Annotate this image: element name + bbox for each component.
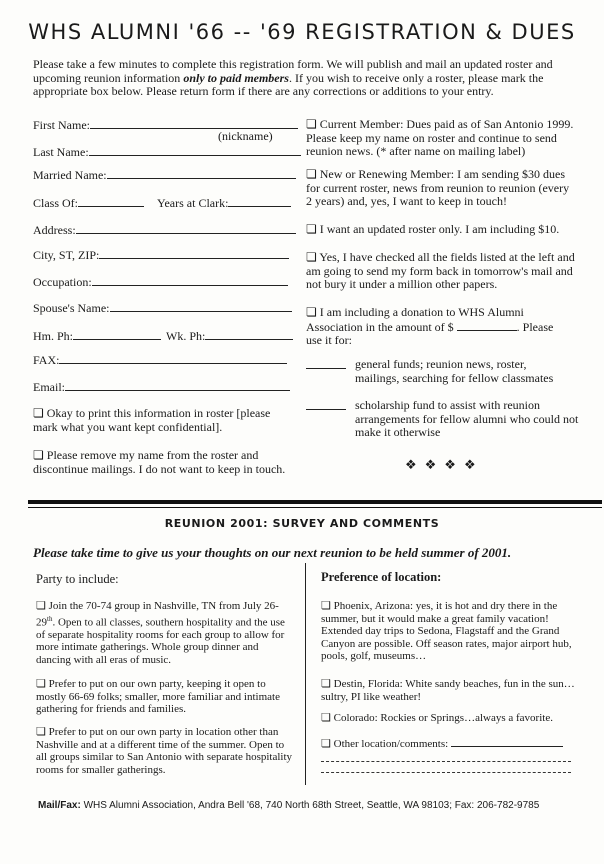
loc-3-text: Colorado: Rockies or Springs…always a favorite.	[333, 712, 553, 724]
loc-4-text: Other location/comments:	[333, 738, 449, 750]
checkbox-icon[interactable]: ❏	[306, 117, 317, 131]
donation-option[interactable]	[306, 306, 568, 348]
intro-text-b: . If you wish to receive only a roster, please mark the appropriate box below. Please return form if there are any corrections or additions to your entry.	[33, 70, 544, 98]
checkbox-icon[interactable]: ❏	[33, 406, 44, 420]
survey-title: REUNION 2001: SURVEY AND COMMENTS	[164, 517, 440, 530]
remove-name-option[interactable]	[33, 449, 295, 476]
last-name-field[interactable]	[33, 145, 301, 160]
divider-thin	[28, 507, 602, 508]
city-st-zip-line[interactable]	[99, 248, 289, 259]
address-field[interactable]	[33, 223, 296, 238]
checkbox-icon[interactable]: ❏	[36, 600, 46, 612]
donation-text-a: I am including a donation to WHS Alumni Association in the amount of $	[306, 305, 524, 334]
donation-text-b: . Please use it for:	[306, 319, 554, 347]
ornament-diamonds: ❖❖❖❖	[405, 457, 484, 472]
footer-text: WHS Alumni Association, Andra Bell '68, 740 North 68th Street, Seattle, WA 98103; Fax: 206-782-9785	[80, 800, 540, 811]
years-at-clark-label: Years at Clark:	[157, 196, 229, 210]
current-member-label: Current Member: Dues paid as of San Antonio 1999. Please keep my name on roster and continue to send reunion news. (* after name on mailing label)	[306, 117, 574, 158]
loc-1-text: Phoenix, Arizona: yes, it is hot and dry there in the summer, but it would make a great family vacation! Extended day trips to Sedona, Flagstaff and the Grand Canyon are possible. Off season rates, major airport hub, pools, golf, museums…	[321, 600, 572, 662]
location-option-destin[interactable]	[321, 678, 576, 703]
fax-field[interactable]	[33, 353, 287, 368]
party-option-other-location[interactable]	[36, 726, 296, 776]
current-member-option[interactable]	[306, 118, 576, 159]
home-phone-line[interactable]	[73, 329, 161, 340]
remove-name-label: Please remove my name from the roster and discontinue mailings. I do not want to keep in touch.	[33, 448, 286, 476]
intro-paragraph	[33, 58, 573, 99]
party-1-sup: th	[47, 614, 53, 623]
mail-fax-footer	[38, 800, 539, 811]
married-name-line[interactable]	[107, 168, 296, 179]
home-phone-field[interactable]	[33, 329, 161, 344]
survey-lead: Please take time to give us your thoughts on our next reunion to be held summer of 2001.	[33, 545, 512, 560]
checkbox-icon[interactable]: ❏	[306, 167, 317, 181]
intro-emphasis: only to paid members	[183, 70, 289, 85]
first-name-line[interactable]	[90, 118, 298, 129]
location-option-other[interactable]	[321, 738, 563, 752]
last-name-line[interactable]	[89, 145, 301, 156]
other-location-line[interactable]	[451, 738, 563, 747]
checkbox-icon[interactable]: ❏	[306, 305, 317, 319]
column-divider	[305, 563, 306, 785]
party-3-text: Prefer to put on our own party in location other than Nashville and at a different time of the summer. Open to all groups similar to San Antonio with separate hospitality rooms for smaller gatherings.	[36, 726, 293, 776]
party-option-nashville[interactable]	[36, 600, 296, 666]
comments-line-2[interactable]	[321, 772, 571, 773]
scholarship-blank[interactable]	[306, 409, 346, 410]
class-of-label: Class Of:	[33, 196, 78, 210]
divider-thick	[28, 500, 602, 504]
work-phone-field[interactable]	[166, 329, 293, 344]
email-line[interactable]	[65, 380, 290, 391]
checked-fields-option[interactable]	[306, 251, 576, 292]
email-field[interactable]	[33, 380, 290, 395]
address-line[interactable]	[76, 223, 296, 234]
donation-amount-line[interactable]	[457, 320, 517, 331]
spouses-name-field[interactable]	[33, 301, 292, 316]
scholarship-label: scholarship fund to assist with reunion arrangements for fellow alumni who could not make it otherwise	[355, 398, 579, 439]
years-at-clark-field[interactable]	[157, 196, 291, 211]
email-label: Email:	[33, 380, 65, 394]
fax-line[interactable]	[59, 353, 287, 364]
city-st-zip-field[interactable]	[33, 248, 289, 263]
checkbox-icon[interactable]: ❏	[321, 678, 331, 690]
occupation-label: Occupation:	[33, 275, 92, 289]
occupation-field[interactable]	[33, 275, 288, 290]
checkbox-icon[interactable]: ❏	[33, 448, 44, 462]
spouses-name-line[interactable]	[110, 301, 292, 312]
checkbox-icon[interactable]: ❏	[306, 222, 317, 236]
general-funds-label: general funds; reunion news, roster, mailings, searching for fellow classmates	[355, 357, 554, 385]
nickname-label: (nickname)	[218, 129, 273, 143]
roster-only-label: I want an updated roster only. I am including $10.	[319, 222, 560, 236]
comments-line-1[interactable]	[321, 761, 571, 762]
footer-label: Mail/Fax:	[38, 800, 81, 811]
party-option-own[interactable]	[36, 678, 296, 716]
general-funds-blank[interactable]	[306, 368, 346, 369]
checked-fields-label: Yes, I have checked all the fields listed at the left and am going to send my form back in tomorrow's mail and not bury it under a million other papers.	[306, 250, 575, 291]
location-option-phoenix[interactable]	[321, 600, 576, 663]
location-option-colorado[interactable]	[321, 712, 591, 725]
years-at-clark-line[interactable]	[228, 196, 291, 207]
married-name-label: Married Name:	[33, 168, 107, 182]
checkbox-icon[interactable]: ❏	[36, 678, 46, 690]
checkbox-icon[interactable]: ❏	[321, 738, 331, 750]
occupation-line[interactable]	[92, 275, 288, 286]
address-label: Address:	[33, 223, 76, 237]
intro-text-a: Please take a few minutes to complete this registration form. We will publish and mail an updated roster and upcoming reunion information	[33, 57, 553, 85]
class-of-line[interactable]	[78, 196, 144, 207]
party-heading: Party to include:	[36, 572, 119, 586]
page-title: WHS ALUMNI '66 -- '69 REGISTRATION & DUES	[28, 20, 576, 44]
city-st-zip-label: City, ST, ZIP:	[33, 248, 100, 262]
new-member-label: New or Renewing Member: I am sending $30 dues for current roster, news from reunion to reunion (every 2 years) and, yes, I want to keep in touch!	[306, 167, 570, 208]
married-name-field[interactable]	[33, 168, 296, 183]
class-of-field[interactable]	[33, 196, 144, 211]
last-name-label: Last Name:	[33, 145, 89, 159]
okay-to-print-option[interactable]	[33, 407, 295, 434]
loc-2-text: Destin, Florida: White sandy beaches, fun in the sun…sultry, PI like weather!	[321, 678, 575, 703]
first-name-label: First Name:	[33, 118, 90, 132]
work-phone-label: Wk. Ph:	[166, 329, 206, 343]
home-phone-label: Hm. Ph:	[33, 329, 74, 343]
checkbox-icon[interactable]: ❏	[36, 726, 46, 738]
okay-to-print-label: Okay to print this information in roster [please mark what you want kept confidential].	[33, 406, 271, 434]
party-1-text-a: Join the 70-74 group in Nashville, TN from July 26-29	[36, 600, 279, 629]
roster-only-option[interactable]	[306, 223, 576, 237]
checkbox-icon[interactable]: ❏	[321, 712, 331, 724]
checkbox-icon[interactable]: ❏	[321, 600, 331, 612]
location-heading: Preference of location:	[321, 570, 442, 584]
party-2-text: Prefer to put on our own party, keeping it open to mostly 66-69 folks; smaller, more familiar and intimate gathering for friends and families.	[36, 678, 280, 715]
spouses-name-label: Spouse's Name:	[33, 301, 110, 315]
new-member-option[interactable]	[306, 168, 576, 209]
checkbox-icon[interactable]: ❏	[306, 250, 317, 264]
party-1-text-b: . Open to all classes, southern hospitality and the use of separate hospitality rooms for each group to allow for more intimate gatherings. Whole group dinner and dancing with all eras of music.	[36, 616, 285, 666]
fax-label: FAX:	[33, 353, 60, 367]
work-phone-line[interactable]	[205, 329, 293, 340]
